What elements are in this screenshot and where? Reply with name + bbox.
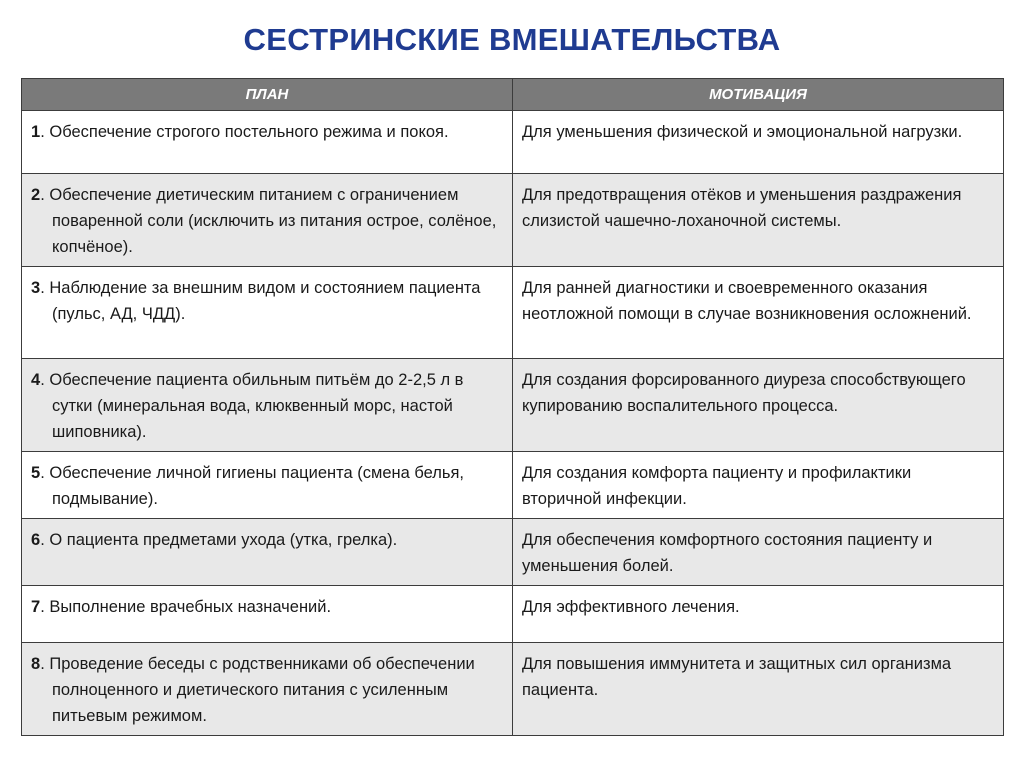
row-number: 8: [31, 655, 41, 673]
plan-text: . Обеспечение строгого постельного режима и покоя.: [40, 123, 449, 141]
row-number: 2: [31, 186, 41, 204]
plan-cell: [22, 359, 513, 452]
motivation-cell: Для обеспечения комфортного состояния пациенту и уменьшения болей.: [513, 519, 1004, 586]
table-row: [22, 586, 1004, 643]
row-number: 4: [31, 371, 41, 389]
row-number: 7: [31, 598, 41, 616]
plan-text: . Обеспечение диетическим питанием с ограничением поваренной соли (исключить из питания острое, солёное, копчёное).: [40, 186, 497, 256]
table-row: [22, 174, 1004, 267]
table-row: [22, 267, 1004, 359]
table-row: [22, 452, 1004, 519]
table-row: [22, 519, 1004, 586]
motivation-cell: Для уменьшения физической и эмоциональной нагрузки.: [513, 111, 1004, 174]
plan-cell: [22, 643, 513, 736]
plan-text: . О пациента предметами ухода (утка, грелка).: [40, 531, 398, 549]
plan-cell: [22, 267, 513, 359]
motivation-cell: Для повышения иммунитета и защитных сил организма пациента.: [513, 643, 1004, 736]
plan-text: . Обеспечение пациента обильным питьём до 2-2,5 л в сутки (минеральная вода, клюквенный морс, настой шиповника).: [40, 371, 464, 441]
motivation-cell: Для предотвращения отёков и уменьшения раздражения слизистой чашечно-лоханочной системы.: [513, 174, 1004, 267]
plan-text: . Выполнение врачебных назначений.: [40, 598, 332, 616]
plan-cell: [22, 111, 513, 174]
table-header-row: [22, 79, 1004, 111]
row-number: 5: [31, 464, 41, 482]
plan-cell: [22, 586, 513, 643]
plan-text: . Наблюдение за внешним видом и состоянием пациента (пульс, АД, ЧДД).: [40, 279, 481, 323]
page-title: СЕСТРИНСКИЕ ВМЕШАТЕЛЬСТВА: [243, 22, 781, 57]
plan-cell: [22, 174, 513, 267]
header-motivation: МОТИВАЦИЯ: [513, 79, 1004, 111]
row-number: 3: [31, 279, 41, 297]
motivation-cell: Для создания комфорта пациенту и профилактики вторичной инфекции.: [513, 452, 1004, 519]
header-plan: ПЛАН: [22, 79, 513, 111]
motivation-cell: Для создания форсированного диуреза способствующего купированию воспалительного процесса.: [513, 359, 1004, 452]
motivation-cell: Для ранней диагностики и своевременного оказания неотложной помощи в случае возникновения осложнений.: [513, 267, 1004, 359]
plan-cell: [22, 452, 513, 519]
table-row: [22, 359, 1004, 452]
motivation-cell: Для эффективного лечения.: [513, 586, 1004, 643]
row-number: 6: [31, 531, 41, 549]
row-number: 1: [31, 123, 41, 141]
plan-cell: [22, 519, 513, 586]
table-row: [22, 643, 1004, 736]
table-row: [22, 111, 1004, 174]
plan-text: . Обеспечение личной гигиены пациента (смена белья, подмывание).: [40, 464, 465, 508]
nursing-interventions-table: [21, 78, 1004, 736]
plan-text: . Проведение беседы с родственниками об обеспечении полноценного и диетического питания с усиленным питьевым режимом.: [40, 655, 475, 725]
